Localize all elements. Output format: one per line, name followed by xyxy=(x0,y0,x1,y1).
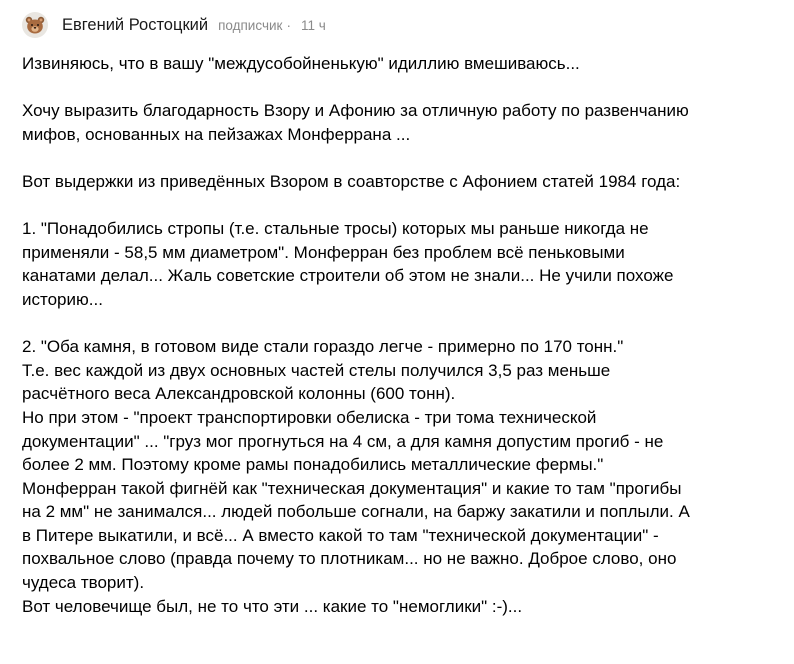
header-separator: · xyxy=(286,17,291,33)
author-name[interactable]: Евгений Ростоцкий xyxy=(62,15,209,34)
avatar[interactable] xyxy=(22,12,48,38)
comment-blank-line xyxy=(22,312,782,336)
author-role: подписчик xyxy=(218,17,283,33)
comment-line: 1. "Понадобились стропы (т.е. стальные тросы) которых мы раньше никогда не xyxy=(22,219,649,239)
comment-blank-line xyxy=(22,146,782,170)
comment-line: применяли - 58,5 мм диаметром". Монферран без проблем всё пеньковыми xyxy=(22,242,625,262)
comment-line: Вот человечище был, не то что эти ... какие то "немоглики" :-)... xyxy=(22,596,523,616)
comment-line: историю... xyxy=(22,289,103,309)
comment-line: документации" ... "груз мог прогнуться на 4 см, а для камня допустим прогиб - не xyxy=(22,431,664,451)
comment-line: 2. "Оба камня, в готовом виде стали гораздо легче - примерно по 170 тонн." xyxy=(22,337,624,357)
comment-header xyxy=(22,10,326,40)
comment-blank-line xyxy=(22,194,782,218)
comment-text xyxy=(22,52,782,618)
comment-line: мифов, основанных на пейзажах Монферрана ... xyxy=(22,124,411,144)
comment-timestamp[interactable]: 11 ч xyxy=(300,17,326,33)
comment-line: расчётного веса Александровской колонны (600 тонн). xyxy=(22,384,456,404)
comment-line: Извиняюсь, что в вашу "междусобойненькую" идиллию вмешиваюсь... xyxy=(22,54,580,73)
comment-line: Вот выдержки из приведённых Взором в соавторстве с Афонием статей 1984 года: xyxy=(22,171,681,191)
bear-face-icon xyxy=(24,14,46,36)
comment-line: похвальное слово (правда почему то плотникам... но не важно. Доброе слово, оно xyxy=(22,549,677,569)
comment-line: в Питере выкатили, и всё... А вместо какой то там "технической документации" - xyxy=(22,525,659,545)
comment-line: канатами делал... Жаль советские строители об этом не знали... Не учили похоже xyxy=(22,266,674,286)
comment-line: Т.е. вес каждой из двух основных частей стелы получился 3,5 раз меньше xyxy=(22,360,611,380)
comment-blank-line xyxy=(22,76,782,100)
comment-line: более 2 мм. Поэтому кроме рамы понадобились металлические фермы." xyxy=(22,455,604,475)
comment-line: Но при этом - "проект транспортировки обелиска - три тома технической xyxy=(22,407,597,427)
comment-line: Хочу выразить благодарность Взору и Афонию за отличную работу по развенчанию xyxy=(22,101,689,121)
comment-line: чудеса творит). xyxy=(22,573,145,593)
comment-line: на 2 мм" не занимался... людей побольше согнали, на баржу закатили и поплыли. А xyxy=(22,502,690,522)
comment-line: Монферран такой фигнёй как "техническая документация" и какие то там "прогибы xyxy=(22,478,682,498)
